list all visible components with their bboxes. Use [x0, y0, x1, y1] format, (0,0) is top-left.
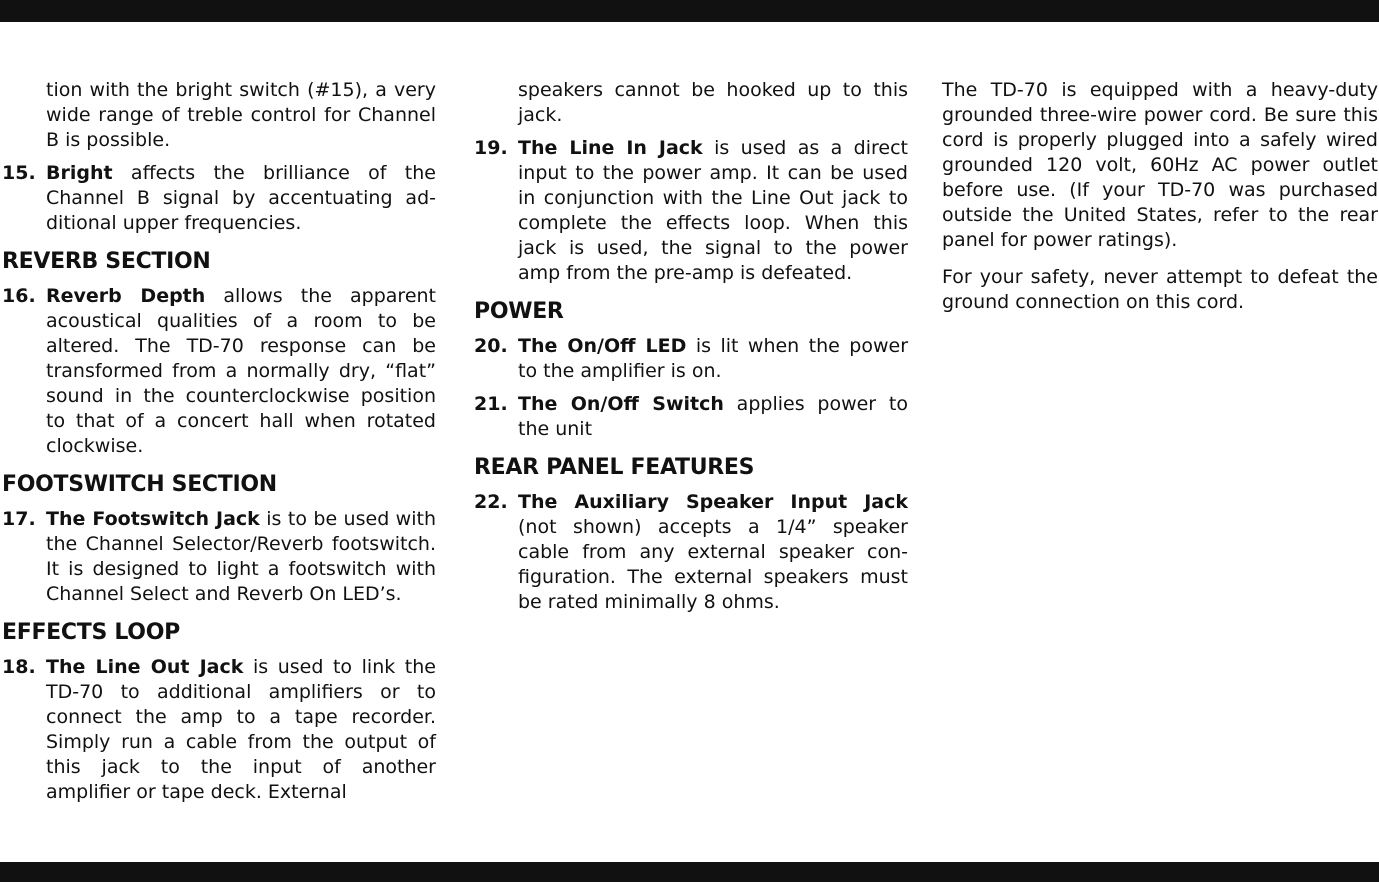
item-body	[518, 392, 908, 442]
bottom-rule	[0, 862, 1379, 882]
item-text: allows the apparent acoustical qualities of a room to be altered. The TD-70 response can be transformed from a normally dry, “flat” sound in the counterclockwise position to that of a concert hall when rotated clockwise.	[46, 285, 436, 457]
section-heading-reverb: REVERB SECTION	[2, 249, 211, 274]
item-text: affects the brilliance of the Channel B signal by accentuating additional upper frequencies.	[46, 162, 436, 234]
section-heading-footswitch: FOOTSWITCH SECTION	[2, 472, 277, 497]
item-text: is used as a direct input to the power amp. It can be used in conjunction with the Line Out jack to complete the effects loop. When this jack is used, the signal to the power amp from the pre-amp is defeated.	[518, 137, 908, 284]
item-number: 18.	[2, 656, 36, 678]
section-heading-power: POWER	[474, 299, 564, 324]
section-heading-rear-panel: REAR PANEL FEATURES	[474, 455, 755, 480]
column-middle	[474, 78, 908, 615]
list-item-17	[2, 507, 436, 607]
top-rule	[0, 0, 1379, 22]
item-body	[46, 507, 436, 607]
item-body	[518, 334, 908, 384]
continued-text: speakers cannot be hooked up to this jack.	[518, 79, 908, 126]
item-term: The On/Off LED	[518, 335, 687, 357]
item-number: 21.	[474, 393, 508, 415]
list-item-22	[474, 490, 908, 615]
item-text: applies power to the unit	[518, 393, 908, 440]
list-item-21	[474, 392, 908, 442]
item-text: is used to link the TD-70 to additional amplifiers or to connect the amp to a tape recorder. Simply run a cable from the output of this jack to the input of another amplifier or tape deck. External	[46, 656, 436, 803]
list-item-16	[2, 284, 436, 459]
item-body	[518, 490, 908, 615]
item-term: The On/Off Switch	[518, 393, 724, 415]
column-left	[2, 78, 436, 805]
item-term: The Line Out Jack	[46, 656, 244, 678]
column-right	[942, 78, 1378, 315]
list-item-15	[2, 161, 436, 236]
item-number: 15.	[2, 162, 36, 184]
power-cord-paragraph: The TD-70 is equipped with a heavy-duty grounded three-wire power cord. Be sure this cord is properly plugged into a safely wired grounded 120 volt, 60Hz AC power outlet before use. (If your TD-70 was purchased outside the United States, refer to the rear panel for power ratings).	[942, 79, 1378, 251]
item-text: (not shown) accepts a 1/4” speaker cable from any external speaker configuration. The external speakers must be rated minimally 8 ohms.	[518, 516, 908, 613]
list-item-19	[474, 136, 908, 286]
item-number: 19.	[474, 137, 508, 159]
item-term: The Footswitch Jack	[46, 508, 260, 530]
item-term: Reverb Depth	[46, 285, 206, 307]
section-heading-effects-loop: EFFECTS LOOP	[2, 620, 180, 645]
item-text: is to be used with the Channel Selector/Reverb footswitch. It is designed to light a footswitch with Channel Select and Reverb On LED’s.	[46, 508, 436, 605]
item-number: 22.	[474, 491, 508, 513]
item-body	[518, 136, 908, 286]
safety-paragraph: For your safety, never attempt to defeat the ground connection on this cord.	[942, 266, 1378, 313]
item-term: The Line In Jack	[518, 137, 703, 159]
item-text: is lit when the power to the amplifier is on.	[518, 335, 908, 382]
list-item-20	[474, 334, 908, 384]
item-number: 17.	[2, 508, 36, 530]
item-number: 16.	[2, 285, 36, 307]
item-term: Bright	[46, 162, 113, 184]
item-body	[46, 284, 436, 459]
item-body	[46, 161, 436, 236]
list-item-18	[2, 655, 436, 805]
item-term: The Auxiliary Speaker Input Jack	[518, 491, 908, 513]
item-body	[46, 655, 436, 805]
item-number: 20.	[474, 335, 508, 357]
continued-text: tion with the bright switch (#15), a very wide range of treble control for Channel B is possible.	[46, 79, 436, 151]
